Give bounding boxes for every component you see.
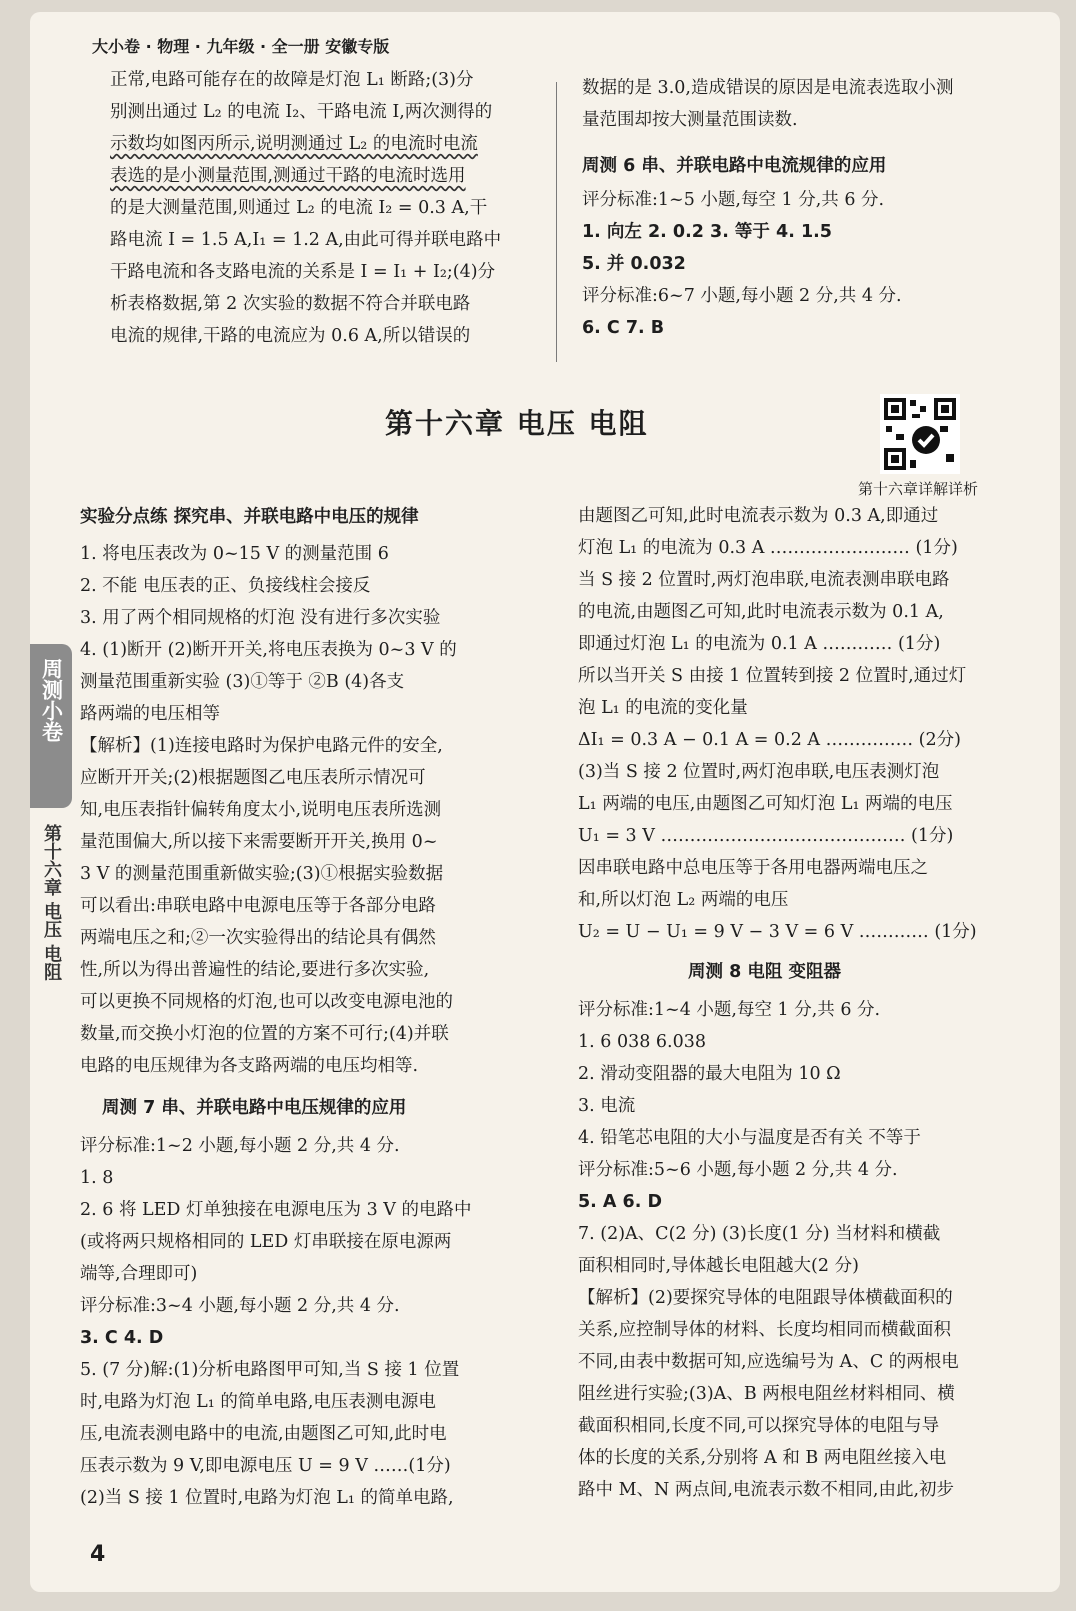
page-number: 4 — [90, 1542, 106, 1567]
page — [30, 12, 1060, 1592]
top-right-text: 数据的是 3.0,造成错误的原因是电流表选取小测 量范围却按大测量范围读数. 周测 6 串、并联电路中电流规律的应用 评分标准:1~5 小题,每空 1 分,共 6 分. 1. 向左 2. 0.2 3. 等于 4. 1.5 5. 并 0.032 评分标准:6~7 小题,每小题 2 分,共 4 分. 6. C 7. B — [582, 78, 954, 338]
running-header: 大小卷 · 物理 · 九年级 · 全一册 安徽专版 — [92, 37, 390, 56]
right-column: 由题图乙可知,此时电流表示数为 0.3 A,即通过 灯泡 L₁ 的电流为 0.3 A …………………… (1分) 当 S 接 2 位置时,两灯泡串联,电流表测串联电路 的电流,由题图乙可知,此时电流表示数为 0.1 A, 即通过灯泡 L₁ 的电流为 0.1 A ………… (1分) 所以当开关 S 由接 1 位置转到接 2 位置时,通过灯 泡 L₁ 的电流的变化量 ΔI₁ = 0.3 A − 0.1 A = 0.2 A …………… (2分) (3)当 S 接 2 位置时,两灯泡串联,电压表测灯泡 L₁ 两端的电压,由题图乙可知灯泡 L₁ 两端的电压 U₁ = 3 V …………………………………… (1分) 因串联电路中总电压等于各用电器两端电压之 和,所以灯泡 L₂ 两端的电压 U₂ = U − U₁ = 9 V − 3 V = 6 V ………… (1分) 周测 8 电阻 变阻器 评分标准:1~4 小题,每空 1 分,共 6 分. 1. 6 038 6.038 2. 滑动变阻器的最大电阻为 10 Ω 3. 电流 4. 铅笔芯电阻的大小与温度是否有关 不等于 评分标准:5~6 小题,每小题 2 分,共 4 分. 5. A 6. D 7. (2)A、C(2 分) (3)长度(1 分) 当材料和横截 面积相同时,导体越长电阻越大(2 分) 【解析】(2)要探究导体的电阻跟导体横截面积的 关系,应控制导体的材料、长度均相同而横截面积 不同,由表中数据可知,应选编号为 A、C 的两根电 阻丝进行实验;(3)A、B 两根电阻丝材料相同、横 截面积相同,长度不同,可以探究导体的电阻与导 体的长度的关系,分别将 A 和 B 两电阻丝接入电 路中 M、N 两点间,电流表示数不相同,由此,初步 — [578, 506, 977, 1500]
qr-caption: 第十六章详解详析 — [858, 480, 979, 498]
chapter-title: 第十六章 电压 电阻 — [385, 407, 649, 440]
left-column: 实验分点练 探究串、并联电路中电压的规律 1. 将电压表改为 0~15 V 的测量范围 6 2. 不能 电压表的正、负接线柱会接反 3. 用了两个相同规格的灯泡 没有进行多次实验 4. (1)断开 (2)断开开关,将电压表换为 0~3 V 的 测量范围重新实验 (3)①等于 ②B (4)各支 路两端的电压相等 【解析】(1)连接电路时为保护电路元件的安全, 应断开开关;(2)根据题图乙电压表所示情况可 知,电压表指针偏转角度太小,说明电压表所选测 量范围偏大,所以接下来需要断开开关,换用 0~ 3 V 的测量范围重新做实验;(3)①根据实验数据 可以看出:串联电路中电源电压等于各部分电路 两端电压之和;②一次实验得出的结论具有偶然 性,所以为得出普遍性的结论,要进行多次实验, 可以更换不同规格的灯泡,也可以改变电源电池的 数量,而交换小灯泡的位置的方案不可行;(4)并联 电路的电压规律为各支路两端的电压均相等. 周测 7 串、并联电路中电压规律的应用 评分标准:1~2 小题,每小题 2 分,共 4 分. 1. 8 2. 6 将 LED 灯单独接在电源电压为 3 V 的电路中 (或将两只规格相同的 LED 灯串联接在原电源两 端等,合理即可) 评分标准:3~4 小题,每小题 2 分,共 4 分. 3. C 4. D 5. (7 分)解:(1)分析电路图甲可知,当 S 接 1 位置 时,电路为灯泡 L₁ 的简单电路,电压表测电源电 压,电流表测电路中的电流,由题图乙可知,此时电 压表示数为 9 V,即电源电压 U = 9 V ……(1分) (2)当 S 接 1 位置时,电路为灯泡 L₁ 的简单电路, — [80, 498, 471, 1514]
side-chapter-label: 第十六章 电压 电阻 — [41, 824, 62, 981]
experiment-title: 实验分点练 探究串、并联电路中电压的规律 — [80, 507, 419, 527]
week6-title: 周测 6 串、并联电路中电流规律的应用 — [582, 156, 887, 176]
week7-title: 周测 7 串、并联电路中电压规律的应用 — [102, 1098, 407, 1118]
week8-title: 周测 8 电阻 变阻器 — [688, 962, 841, 982]
qr-code-icon[interactable] — [880, 394, 960, 474]
side-tab: 周测小卷 — [30, 644, 72, 808]
column-divider — [556, 82, 557, 362]
top-left-text: 正常,电路可能存在的故障是灯泡 L₁ 断路;(3)分 别测出通过 L₂ 的电流 I₂、干路电流 I,两次测得的 示数均如图丙所示,说明测通过 L₂ 的电流时电流 表选的是小测量范围,测通过干路的电流时选用 的是大测量范围,则通过 L₂ 的电流 I₂ = 0.3 A,干 路电流 I = 1.5 A,I₁ = 1.2 A,由此可得并联电路中 干路电流和各支路电流的关系是 I = I₁ + I₂;(4)分 析表格数据,第 2 次实验的数据不符合并联电路 电流的规律,干路的电流应为 0.6 A,所以错误的 — [110, 70, 502, 346]
